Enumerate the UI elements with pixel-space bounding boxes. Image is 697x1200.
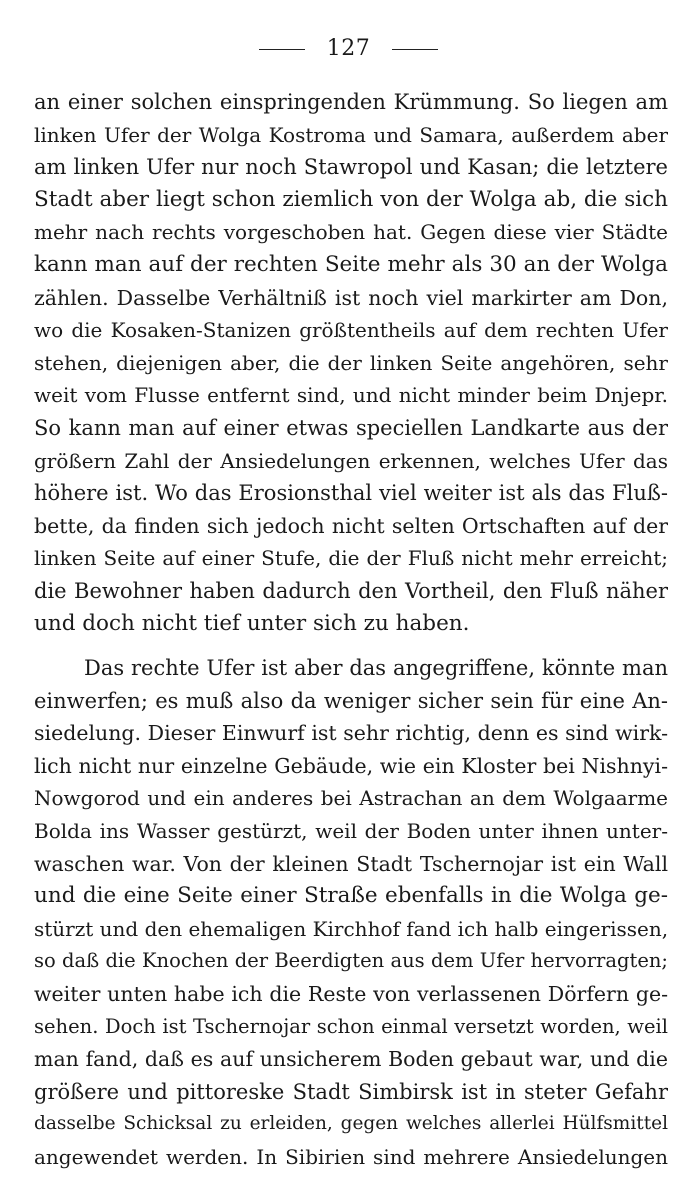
text-line: linken Seite auf einer Stufe, die der Fluß nicht mehr erreicht; [34,546,668,571]
text-line: sehen. Doch ist Tschernojar schon einmal versetzt worden, weil [34,1014,668,1038]
text-line: dasselbe Schicksal zu erleiden, gegen welches allerlei Hülfsmittel [34,1113,668,1135]
text-line: waschen war. Von der kleinen Stadt Tschernojar ist ein Wall [34,851,668,876]
text-line: Das rechte Ufer ist aber das angegriffene, könnte man [84,656,668,681]
text-line: an einer solchen einspringenden Krümmung. So liegen am [34,90,668,114]
text-line: linken Ufer der Wolga Kostroma und Samara, außerdem aber [34,122,668,147]
text-line: und die eine Seite einer Straße ebenfalls in die Wolga ge- [34,883,668,909]
text-line: weiter unten habe ich die Reste von verlassenen Dörfern ge- [34,982,668,1007]
text-line: lich nicht nur einzelne Gebäude, wie ein Kloster bei Nishnyi- [34,753,668,778]
text-line: weit vom Flusse entfernt sind, und nicht minder beim Dnjepr. [34,383,668,408]
text-line: größere und pittoreske Stadt Simbirsk ist in steter Gefahr [34,1079,668,1104]
text-line: stehen, diejenigen aber, die der linken Seite angehören, sehr [34,350,668,375]
text-line: So kann man auf einer etwas speciellen Landkarte aus der [34,415,668,440]
text-line: bette, da finden sich jedoch nicht selten Ortschaften auf der [34,513,668,538]
text-line: höhere ist. Wo das Erosionsthal viel weiter ist als das Fluß- [34,481,668,506]
page-body [34,86,668,1174]
text-line: Bolda ins Wasser gestürzt, weil der Boden unter ihnen unter- [34,819,668,844]
page-number: 127 [326,36,371,61]
text-line: mehr nach rechts vorgeschoben hat. Gegen diese vier Städte [34,220,668,245]
text-line: die Bewohner haben dadurch den Vortheil, den Fluß näher [34,578,668,603]
text-line: angewendet werden. In Sibirien sind mehrere Ansiedelungen [34,1145,668,1169]
paragraph-2 [34,652,668,1174]
text-line: wo die Kosaken-Stanizen größtentheils auf dem rechten Ufer [34,318,668,343]
paragraph-gap [34,640,668,652]
text-line: einwerfen; es muß also da weniger sicher sein für eine An- [34,688,668,713]
text-line: Nowgorod und ein anderes bei Astrachan an dem Wolgaarme [34,786,668,811]
text-line: stürzt und den ehemaligen Kirchhof fand ich halb eingerissen, [34,916,668,941]
text-line: zählen. Dasselbe Verhältniß ist noch viel markirter am Don, [34,285,668,310]
text-line: und doch nicht tief unter sich zu haben. [34,610,470,636]
text-line: kann man auf der rechten Seite mehr als 30 an der Wolga [34,251,668,277]
page-header [0,34,697,64]
text-line: so daß die Knochen der Beerdigten aus dem Ufer hervorragten; [34,949,668,973]
text-line: am linken Ufer nur noch Stawropol und Kasan; die letztere [34,155,668,180]
paragraph-1 [34,86,668,640]
text-line: man fand, daß es auf unsicherem Boden gebaut war, und die [34,1047,668,1072]
text-line: Stadt aber liegt schon ziemlich von der Wolga ab, die sich [34,186,668,212]
text-line: größern Zahl der Ansiedelungen erkennen, welches Ufer das [34,448,668,473]
header-rule-left [259,49,305,50]
text-line: siedelung. Dieser Einwurf ist sehr richtig, denn es sind wirk- [34,721,668,746]
header-rule-right [392,49,438,50]
